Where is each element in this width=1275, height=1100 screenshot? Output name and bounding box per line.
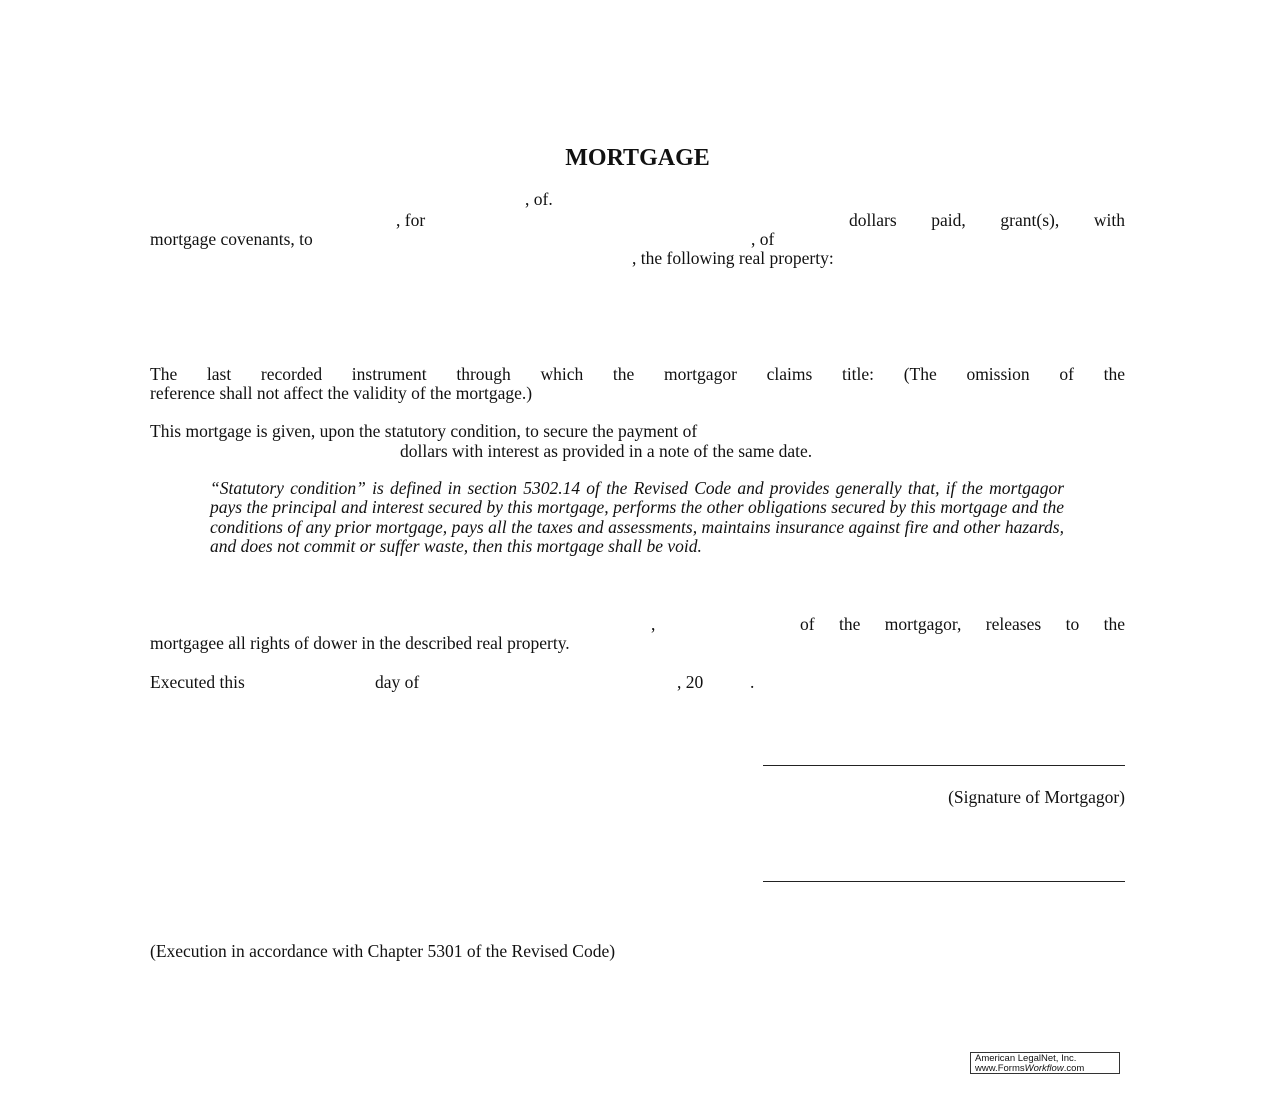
dower-comma: , xyxy=(651,614,656,634)
document-title: MORTGAGE xyxy=(565,145,710,171)
intro-of-first: , of. xyxy=(525,189,553,209)
footer-badge xyxy=(970,1052,1120,1074)
badge-url-suffix: .com xyxy=(1063,1063,1085,1074)
signature-line-second[interactable] xyxy=(763,881,1125,882)
badge-url-italic: Workflow xyxy=(1024,1063,1064,1074)
executed-day-of: day of xyxy=(375,672,420,692)
execution-note: (Execution in accordance with Chapter 5301 of the Revised Code) xyxy=(150,941,616,961)
badge-company: American LegalNet, Inc. xyxy=(975,1053,1077,1064)
executed-period: . xyxy=(750,672,755,692)
executed-this: Executed this xyxy=(150,672,245,692)
dower-of-mortgagor: of the mortgagor, releases to the xyxy=(800,614,1125,634)
badge-url-prefix: www.Forms xyxy=(975,1063,1025,1074)
dower-line2: mortgagee all rights of dower in the described real property. xyxy=(150,633,570,653)
intro-following: , the following real property: xyxy=(632,248,834,268)
intro-dollars-paid: dollars paid, grant(s), with xyxy=(849,210,1125,230)
given-line1: This mortgage is given, upon the statutory condition, to secure the payment of xyxy=(150,421,698,441)
last-recorded-line2: reference shall not affect the validity of the mortgage.) xyxy=(150,383,533,403)
executed-year: , 20 xyxy=(677,672,704,692)
intro-covenants-to: mortgage covenants, to xyxy=(150,229,313,249)
last-recorded-line1: The last recorded instrument through which the mortgagor claims title: (The omission of the xyxy=(150,364,1125,384)
badge-url xyxy=(975,1064,1119,1074)
intro-of-second: , of xyxy=(751,229,775,249)
intro-for: , for xyxy=(396,210,426,230)
signature-line-mortgagor[interactable] xyxy=(763,765,1125,766)
given-line2: dollars with interest as provided in a note of the same date. xyxy=(400,441,813,461)
signature-label: (Signature of Mortgagor) xyxy=(948,787,1125,807)
statutory-condition-quote: “Statutory condition” is defined in section 5302.14 of the Revised Code and provides generally that, if the mortgagor pays the principal and interest secured by this mortgage, performs the other obligations secured by this mortgage and the conditions of any prior mortgage, pays all the taxes and assessments, maintains insurance against fire and other hazards, and does not commit or suffer waste, then this mortgage shall be void. xyxy=(210,478,1064,557)
